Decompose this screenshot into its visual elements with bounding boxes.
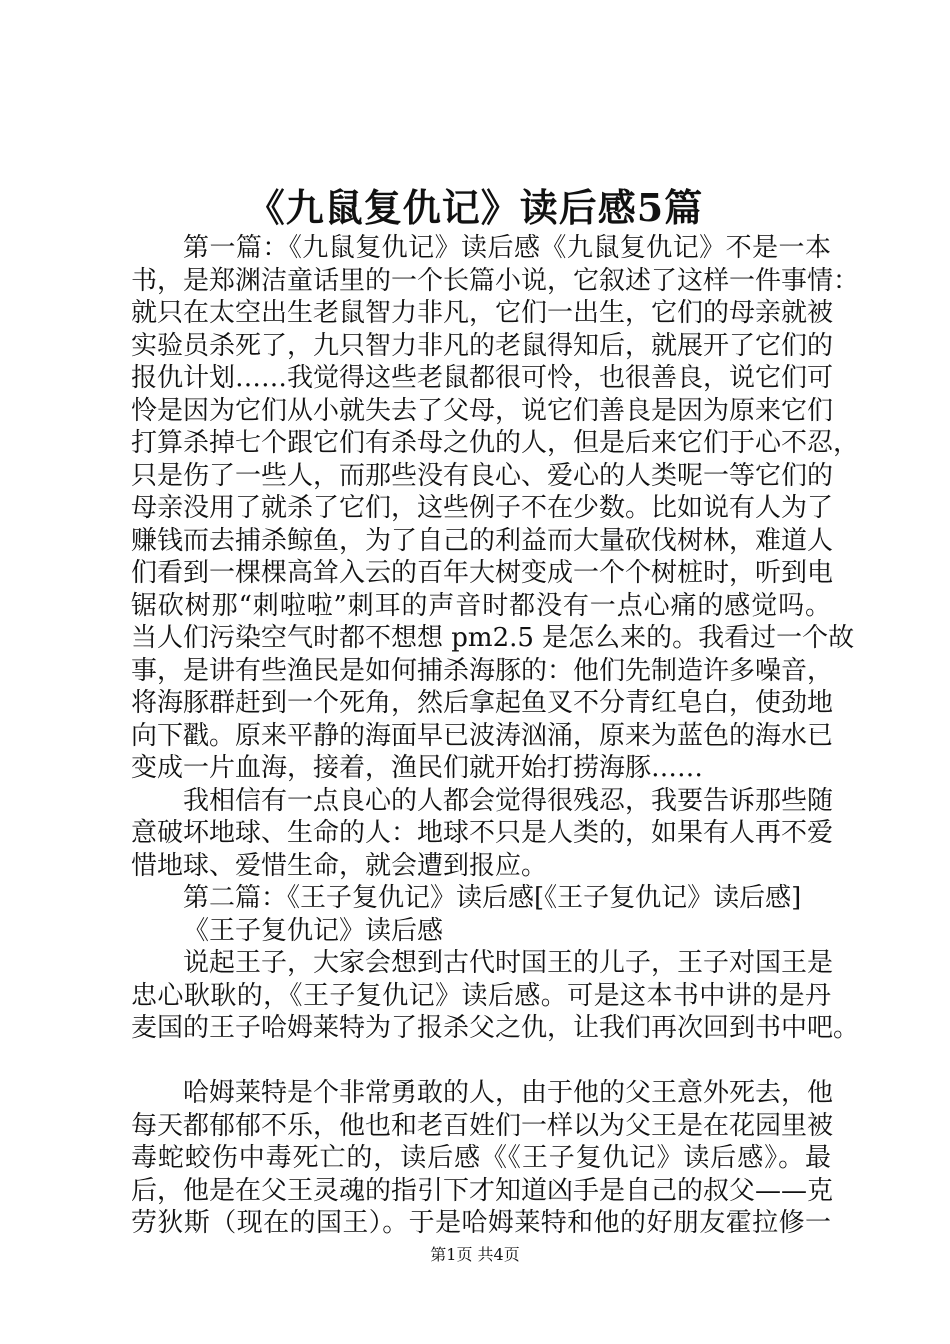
paragraph-line: 每天都郁郁不乐，他也和老百姓们一样以为父王是在花园里被 — [131, 1110, 834, 1141]
document-title: 《九鼠复仇记》读后感5篇 — [246, 185, 704, 230]
paragraph-line: 第一篇：《九鼠复仇记》读后感《九鼠复仇记》不是一本 — [183, 233, 831, 263]
paragraph-line: 书，是郑渊洁童话里的一个长篇小说，它叙述了这样一件事情： — [131, 265, 860, 296]
paragraph-line: 实验员杀死了，九只智力非凡的老鼠得知后，就展开了它们的 — [131, 330, 834, 361]
paragraph-line: 赚钱而去捕杀鲸鱼，为了自己的利益而大量砍伐树林，难道人 — [131, 525, 834, 556]
paragraph-line: 毒蛇蛟伤中毒死亡的，读后感《《王子复仇记》读后感》。最 — [131, 1143, 831, 1173]
paragraph-line: 报仇计划……我觉得这些老鼠都很可怜，也很善良，说它们可 — [131, 363, 834, 393]
paragraph-line: 说起王子，大家会想到古代时国王的儿子，王子对国王是 — [183, 948, 834, 978]
paragraph-line: 怜是因为它们从小就失去了父母，说它们善良是因为原来它们 — [131, 395, 834, 426]
document-body — [131, 232, 860, 1240]
paragraph-line: 打算杀掉七个跟它们有杀母之仇的人，但是后来它们于心不忍， — [131, 428, 860, 458]
paragraph-line: 向下戳。原来平静的海面早已波涛汹涌，原来为蓝色的海水已 — [131, 720, 834, 751]
paragraph-line: 将海豚群赶到一个死角，然后拿起鱼叉不分青红皂白，使劲地 — [131, 688, 834, 718]
paragraph-line: 我相信有一点良心的人都会觉得很残忍，我要告诉那些随 — [183, 785, 834, 816]
paragraph-line: 们看到一棵棵高耸入云的百年大树变成一个个树桩时，听到电 — [131, 558, 834, 588]
paragraph-line: 《王子复仇记》读后感 — [183, 915, 444, 946]
paragraph-line: 后，他是在父王灵魂的指引下才知道凶手是自己的叔父——克 — [131, 1175, 834, 1206]
paragraph-line: 忠心耿耿的，《王子复仇记》读后感。可是这本书中讲的是丹 — [131, 980, 831, 1011]
paragraph-line: 哈姆莱特是个非常勇敢的人，由于他的父王意外死去，他 — [183, 1078, 834, 1108]
paragraph-line: 第二篇：《王子复仇记》读后感[《王子复仇记》读后感] — [183, 883, 802, 913]
paragraph-line: 意破坏地球、生命的人：地球不只是人类的，如果有人再不爱 — [131, 818, 834, 848]
paragraph-line: 锯砍树那“刺啦啦”刺耳的声音时都没有一点心痛的感觉吗。 — [131, 590, 831, 621]
paragraph-line: 惜地球、爱惜生命，就会遭到报应。 — [131, 850, 548, 881]
paragraph-line: 劳狄斯（现在的国王）。于是哈姆莱特和他的好朋友霍拉修一 — [131, 1208, 831, 1238]
paragraph-line: 事，是讲有些渔民是如何捕杀海豚的：他们先制造许多噪音， — [131, 655, 834, 686]
paragraph-line: 就只在太空出生老鼠智力非凡，它们一出生，它们的母亲就被 — [131, 298, 834, 328]
blank-line — [131, 1045, 831, 1078]
page-number-footer: 第1页 共4页 — [430, 1245, 520, 1264]
paragraph-line: 只是伤了一些人，而那些没有良心、爱心的人类呢一等它们的 — [131, 460, 834, 491]
paragraph-line: 变成一片血海，接着，渔民们就开始打捞海豚…… — [131, 753, 704, 783]
paragraph-line: 麦国的王子哈姆莱特为了报杀父之仇，让我们再次回到书中吧。 — [131, 1013, 860, 1043]
paragraph-line: 母亲没用了就杀了它们，这些例子不在少数。比如说有人为了 — [131, 493, 834, 523]
paragraph-line: 当人们污染空气时都不想想 pm2.5 是怎么来的。我看过一个故 — [131, 623, 855, 653]
